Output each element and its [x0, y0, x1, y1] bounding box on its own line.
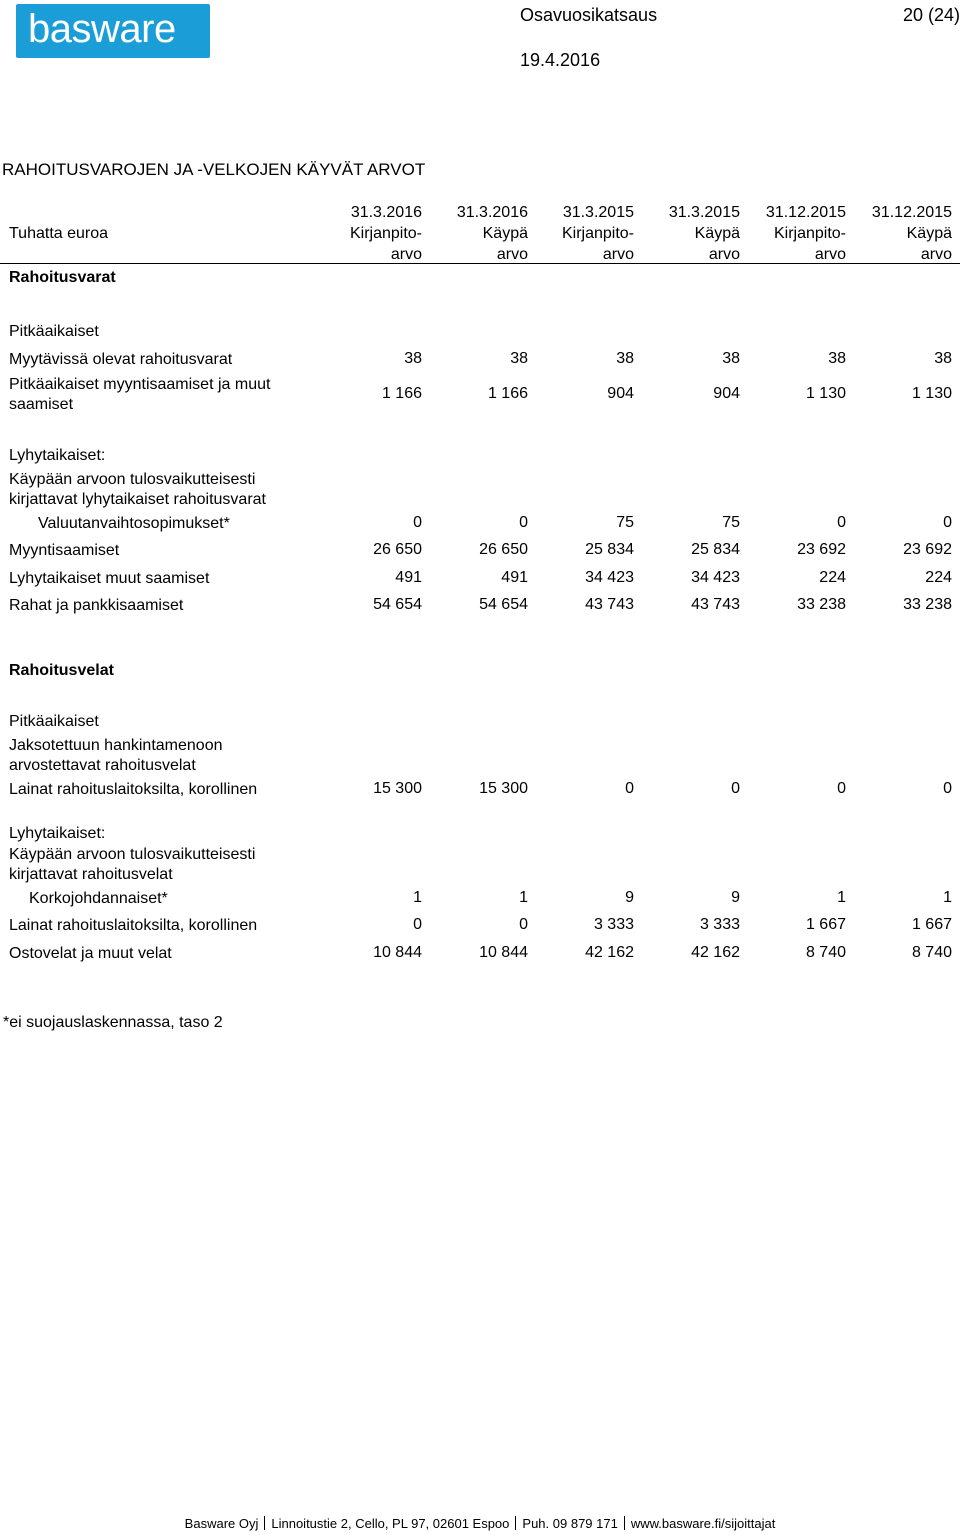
- value-cell: 904: [713, 385, 740, 402]
- column-header-type1: Kirjanpito-: [773, 225, 846, 242]
- value-cell: 0: [519, 916, 528, 933]
- column-header-date: 31.12.2015: [765, 204, 846, 221]
- column-header-date: 31.3.2015: [562, 204, 634, 221]
- value-cell: 38: [404, 350, 422, 367]
- value-cell: 34 423: [691, 569, 740, 586]
- value-cell: 38: [828, 350, 846, 367]
- value-cell: 10 844: [479, 944, 528, 961]
- row-label-interest-deriv: Korkojohdannaiset*: [29, 890, 168, 907]
- value-cell: 15 300: [479, 780, 528, 797]
- value-cell: 224: [925, 569, 952, 586]
- liabilities-short-term-label: Lyhytaikaiset:: [9, 825, 106, 842]
- row-label-fx: Valuutanvaihtosopimukset*: [38, 515, 230, 532]
- footer-address: Linnoitustie 2, Cello, PL 97, 02601 Espoo: [271, 1516, 510, 1531]
- row-label-other-receivables: Lyhytaikaiset muut saamiset: [9, 570, 210, 587]
- value-cell: 9: [731, 889, 740, 906]
- column-header-type1: Käypä: [482, 225, 528, 242]
- liabilities-amortized-line1: Jaksotettuun hankintamenoon: [9, 737, 223, 754]
- value-cell: 43 743: [691, 596, 740, 613]
- value-cell: 0: [943, 780, 952, 797]
- value-cell: 1 166: [381, 385, 422, 402]
- value-cell: 0: [837, 514, 846, 531]
- footer-web[interactable]: www.basware.fi/sijoittajat: [630, 1516, 776, 1531]
- column-header: [457, 202, 528, 265]
- value-cell: 8 740: [805, 944, 846, 961]
- column-header: [669, 202, 740, 265]
- value-cell: 43 743: [585, 596, 634, 613]
- value-cell: 8 740: [911, 944, 952, 961]
- page-number: 20 (24): [902, 5, 960, 25]
- value-cell: 42 162: [585, 944, 634, 961]
- liabilities-long-term-label: Pitkäaikaiset: [9, 713, 99, 730]
- liabilities-fv-line2: kirjattavat rahoitusvelat: [9, 866, 173, 883]
- value-cell: 1: [943, 889, 952, 906]
- value-cell: 23 692: [903, 541, 952, 558]
- section-title: RAHOITUSVAROJEN JA -VELKOJEN KÄYVÄT ARVOT: [2, 160, 426, 179]
- row-label-loans-short: Lainat rahoituslaitoksilta, korollinen: [9, 917, 258, 934]
- assets-fv-line2: kirjattavat lyhytaikaiset rahoitusvarat: [9, 491, 266, 508]
- value-cell: 3 333: [593, 916, 634, 933]
- doc-date: 19.4.2016: [520, 50, 601, 70]
- column-header-date: 31.3.2016: [350, 204, 422, 221]
- value-cell: 15 300: [373, 780, 422, 797]
- column-header-type2: arvo: [920, 246, 952, 263]
- value-cell: 0: [519, 514, 528, 531]
- liabilities-fv-line1: Käypään arvoon tulosvaikutteisesti: [9, 846, 256, 863]
- value-cell: 38: [722, 350, 740, 367]
- value-cell: 1 667: [805, 916, 846, 933]
- liabilities-heading: Rahoitusvelat: [9, 662, 114, 679]
- value-cell: 9: [625, 889, 634, 906]
- footer-company: Basware Oyj: [184, 1516, 259, 1531]
- value-cell: 1 130: [911, 385, 952, 402]
- value-cell: 38: [510, 350, 528, 367]
- value-cell: 23 692: [797, 541, 846, 558]
- column-header-date: 31.3.2016: [456, 204, 528, 221]
- row-label-available-for-sale: Myytävissä olevat rahoitusvarat: [9, 351, 233, 368]
- value-cell: 1: [519, 889, 528, 906]
- row-label-payables: Ostovelat ja muut velat: [9, 945, 172, 962]
- value-cell: 1 166: [487, 385, 528, 402]
- assets-fv-line1: Käypään arvoon tulosvaikutteisesti: [9, 471, 256, 488]
- assets-long-term-label: Pitkäaikaiset: [9, 323, 99, 340]
- value-cell: 10 844: [373, 944, 422, 961]
- value-cell: 26 650: [373, 541, 422, 558]
- logo-text: basware: [28, 7, 176, 51]
- column-header: [350, 202, 422, 265]
- value-cell: 25 834: [585, 541, 634, 558]
- row-label-trade-receivables: Myyntisaamiset: [9, 542, 120, 559]
- value-cell: 1 130: [805, 385, 846, 402]
- value-cell: 38: [934, 350, 952, 367]
- column-header: [872, 202, 952, 265]
- value-cell: 3 333: [699, 916, 740, 933]
- header-divider: [0, 263, 960, 264]
- column-header-date: 31.12.2015: [871, 204, 952, 221]
- column-header-type2: arvo: [708, 246, 740, 263]
- value-cell: 38: [616, 350, 634, 367]
- value-cell: 33 238: [903, 596, 952, 613]
- column-header-type2: arvo: [814, 246, 846, 263]
- value-cell: 0: [731, 780, 740, 797]
- value-cell: 54 654: [479, 596, 528, 613]
- row-label-loans-long: Lainat rahoituslaitoksilta, korollinen: [9, 781, 258, 798]
- doc-title: Osavuosikatsaus: [520, 5, 658, 25]
- value-cell: 0: [413, 916, 422, 933]
- assets-heading: Rahoitusvarat: [9, 269, 116, 286]
- column-header-type1: Käypä: [906, 225, 952, 242]
- value-cell: 75: [722, 514, 740, 531]
- row-label-long-receivables-2: saamiset: [9, 396, 74, 413]
- value-cell: 42 162: [691, 944, 740, 961]
- column-header-date: 31.3.2015: [668, 204, 740, 221]
- column-header-type2: arvo: [496, 246, 528, 263]
- value-cell: 1: [837, 889, 846, 906]
- value-cell: 26 650: [479, 541, 528, 558]
- value-cell: 491: [395, 569, 422, 586]
- column-header-type2: arvo: [390, 246, 422, 263]
- column-header-type1: Kirjanpito-: [349, 225, 422, 242]
- value-cell: 0: [837, 780, 846, 797]
- value-cell: 224: [819, 569, 846, 586]
- footer-phone: Puh. 09 879 171: [522, 1516, 618, 1531]
- footnote: *ei suojauslaskennassa, taso 2: [3, 1014, 223, 1031]
- basware-logo: [16, 4, 210, 58]
- unit-label: Tuhatta euroa: [9, 225, 109, 242]
- column-header-type1: Kirjanpito-: [561, 225, 634, 242]
- value-cell: 25 834: [691, 541, 740, 558]
- value-cell: 75: [616, 514, 634, 531]
- value-cell: 33 238: [797, 596, 846, 613]
- value-cell: 0: [413, 514, 422, 531]
- column-header-type2: arvo: [602, 246, 634, 263]
- page-footer: [0, 1516, 960, 1531]
- liabilities-amortized-line2: arvostettavat rahoitusvelat: [9, 757, 196, 774]
- value-cell: 1: [413, 889, 422, 906]
- value-cell: 54 654: [373, 596, 422, 613]
- row-label-long-receivables-1: Pitkäaikaiset myyntisaamiset ja muut: [9, 376, 271, 393]
- value-cell: 904: [607, 385, 634, 402]
- column-header: [562, 202, 634, 265]
- value-cell: 0: [943, 514, 952, 531]
- column-header-type1: Käypä: [694, 225, 740, 242]
- value-cell: 1 667: [911, 916, 952, 933]
- value-cell: 34 423: [585, 569, 634, 586]
- value-cell: 491: [501, 569, 528, 586]
- value-cell: 0: [625, 780, 634, 797]
- row-label-cash: Rahat ja pankkisaamiset: [9, 597, 184, 614]
- assets-short-term-label: Lyhytaikaiset:: [9, 447, 106, 464]
- column-header: [766, 202, 846, 265]
